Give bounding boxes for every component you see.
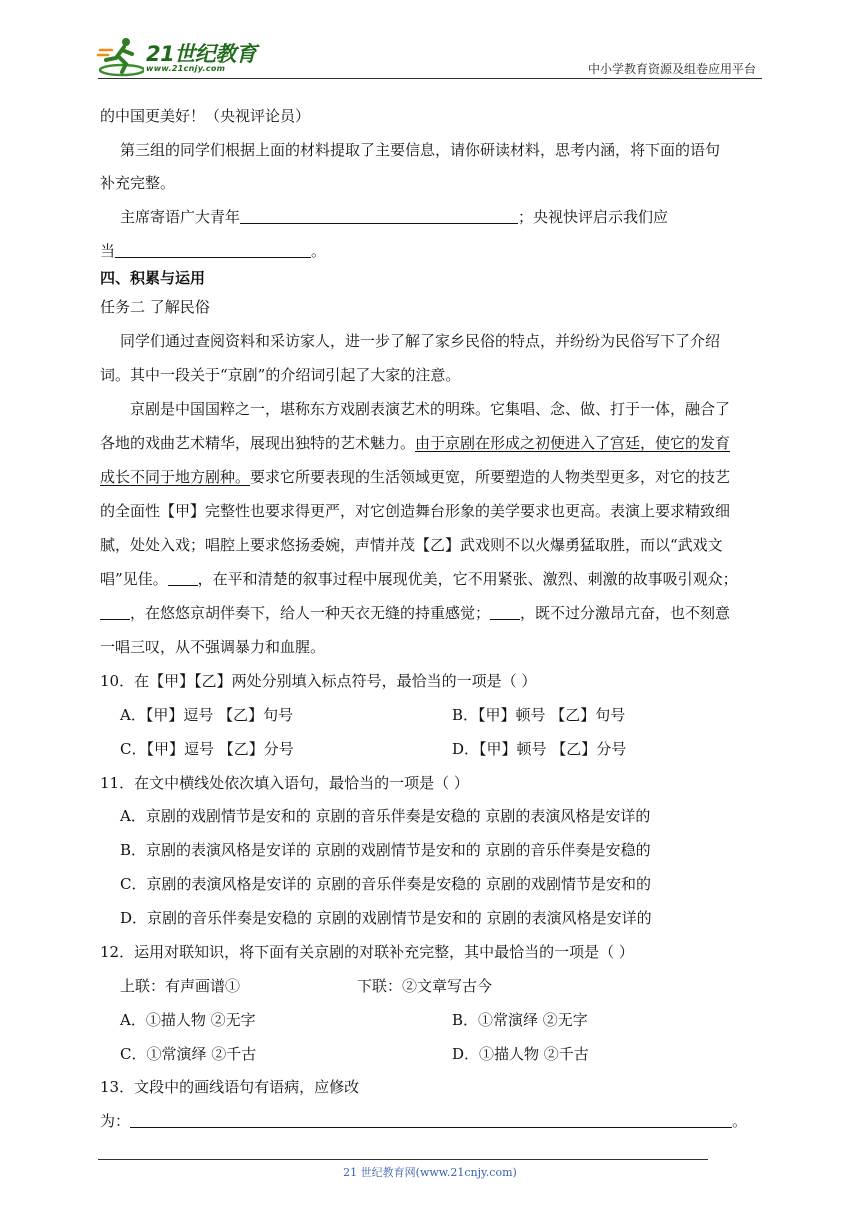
text-line: 的中国更美好！（央视评论员） <box>100 107 311 125</box>
answer-blank[interactable] <box>168 570 198 586</box>
question-12-stem: 12．运用对联知识，将下面有关京剧的对联补充完整，其中最恰当的一项是（ ） <box>100 943 634 961</box>
option-a[interactable]: A．京剧的戏剧情节是安和的 京剧的音乐伴奏是安稳的 京剧的表演风格是安详的 <box>120 807 651 825</box>
answer-blank[interactable] <box>240 208 518 224</box>
option-a[interactable]: A．【甲】逗号 【乙】句号 <box>120 706 294 724</box>
option-b[interactable]: B．【甲】顿号 【乙】句号 <box>452 706 626 724</box>
option-c[interactable]: C．【甲】逗号 【乙】分号 <box>120 740 294 758</box>
site-logo <box>96 36 266 78</box>
text-line: 京剧是中国国粹之一，堪称东方戏剧表演艺术的明珠。它集唱、念、做、打于一体，融合了 <box>130 400 731 418</box>
text-span: 为： <box>100 1112 131 1130</box>
question-13-answer-line <box>100 1111 747 1131</box>
option-d[interactable]: D．【甲】顿号 【乙】分号 <box>452 740 627 758</box>
answer-blank[interactable] <box>130 1112 732 1128</box>
text-line: 补充完整。 <box>100 174 176 192</box>
text-line <box>100 467 730 487</box>
answer-blank[interactable] <box>490 604 520 620</box>
text-span: 唱”见佳。 <box>100 570 168 588</box>
answer-blank[interactable] <box>100 604 130 620</box>
text-line <box>100 603 730 623</box>
option-c[interactable]: C．京剧的表演风格是安详的 京剧的音乐伴奏是安稳的 京剧的戏剧情节是安和的 <box>120 875 652 893</box>
footer-divider <box>98 1159 708 1160</box>
text-line: 词。其中一段关于“京剧”的介绍词引起了大家的注意。 <box>100 366 461 384</box>
question-10-stem: 10．在【甲】【乙】两处分别填入标点符号，最恰当的一项是（ ） <box>100 672 537 690</box>
text-span: ，在悠悠京胡伴奏下，给人一种天衣无缝的持重感觉； <box>130 604 491 622</box>
option-b[interactable]: B．①常演绎 ②无字 <box>452 1011 588 1029</box>
text-line: 的全面性【甲】完整性也要求得更严，对它创造舞台形象的美学要求也更高。表演上要求精致细 <box>100 502 731 520</box>
text-span: 。 <box>311 242 327 260</box>
text-span: ，既不过分激昂亢奋，也不刻意 <box>520 604 731 622</box>
header-divider <box>98 78 762 79</box>
question-13-stem: 13．文段中的画线语句有语病，应修改 <box>100 1078 360 1096</box>
answer-blank[interactable] <box>115 242 311 258</box>
question-11-stem: 11．在文中横线处依次填入语句，最恰当的一项是（ ） <box>100 774 469 792</box>
fill-line-2 <box>100 241 326 261</box>
text-line: 一唱三叹，从不强调暴力和血腥。 <box>100 638 326 656</box>
text-span: 。 <box>732 1112 748 1130</box>
option-b[interactable]: B．京剧的表演风格是安详的 京剧的戏剧情节是安和的 京剧的音乐伴奏是安稳的 <box>120 841 651 859</box>
underlined-sentence: 成长不同于地方剧种。 <box>100 468 251 486</box>
task-title: 任务二 了解民俗 <box>100 298 210 316</box>
text-span: ，在平和清楚的叙事过程中展现优美，它不用紧张、激烈、刺激的故事吸引观众； <box>197 570 738 588</box>
section-heading: 四、积累与运用 <box>100 269 206 287</box>
header-platform-text: 中小学教育资源及组卷应用平台 <box>587 62 756 76</box>
option-d[interactable]: D．京剧的音乐伴奏是安稳的 京剧的戏剧情节是安和的 京剧的表演风格是安详的 <box>120 909 652 927</box>
text-line: 腻，处处入戏；唱腔上要求悠扬委婉，声情并茂【乙】武戏则不以火爆勇猛取胜，而以“武戏文 <box>100 536 723 554</box>
text-line: 第三组的同学们根据上面的材料提取了主要信息，请你研读材料，思考内涵，将下面的语句 <box>120 141 721 159</box>
text-span: ；央视快评启示我们应 <box>518 208 669 226</box>
text-line <box>100 433 730 453</box>
couplet-upper: 上联：有声画谱① <box>120 977 241 995</box>
text-line <box>100 569 738 589</box>
text-span: 各地的戏曲艺术精华，展现出独特的艺术魅力。 <box>100 434 416 452</box>
couplet-lower: 下联：②文章写古今 <box>357 977 493 995</box>
underlined-sentence: 由于京剧在形成之初便进入了宫廷，使它的发育 <box>415 434 731 452</box>
option-a[interactable]: A．①描人物 ②无字 <box>120 1011 256 1029</box>
option-d[interactable]: D．①描人物 ②千古 <box>452 1045 589 1063</box>
logo-title: 21世纪教育 <box>146 42 257 66</box>
text-span: 当 <box>100 242 116 260</box>
footer-text[interactable]: 21 世纪教育网(www.21cnjy.com) <box>343 1166 517 1179</box>
text-span: 要求它所要表现的生活领域更宽，所要塑造的人物类型更多，对它的技艺 <box>250 468 731 486</box>
fill-line-1 <box>120 207 668 227</box>
runner-logo-icon <box>96 36 144 78</box>
text-span: 主席寄语广大青年 <box>120 208 241 226</box>
text-line: 同学们通过查阅资料和采访家人，进一步了解了家乡民俗的特点，并纷纷为民俗写下了介绍 <box>120 332 721 350</box>
logo-url: www.21cnjy.com <box>146 64 226 73</box>
option-c[interactable]: C．①常演绎 ②千古 <box>120 1045 257 1063</box>
